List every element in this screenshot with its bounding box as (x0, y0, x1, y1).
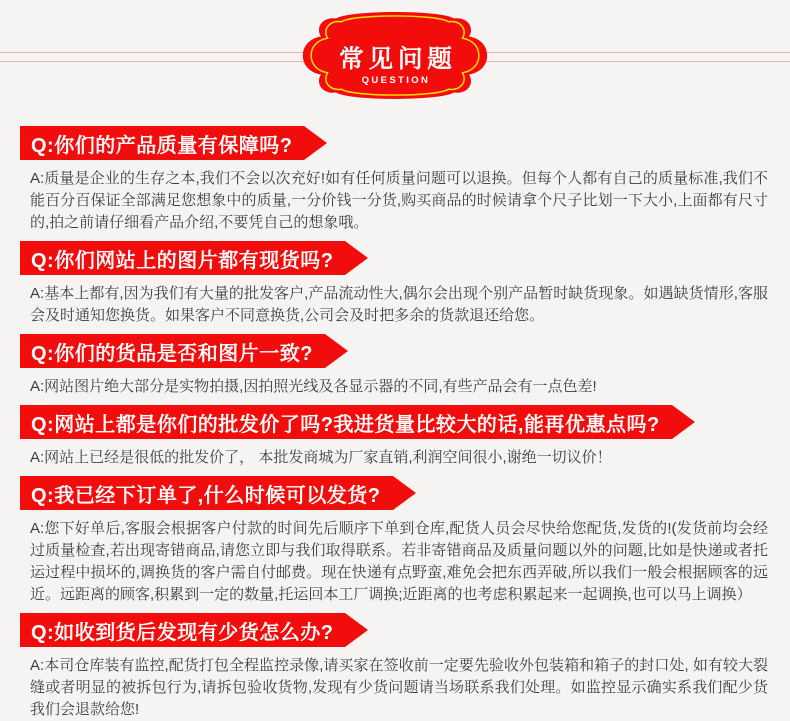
answer-text: A:质量是企业的生存之本,我们不会以次充好!如有任何质量问题可以退换。但每个人都有自己的质量标准,我们不能百分百保证全部满足您想象中的质量,一分价钱一分货,购买商品的时候请拿个尺子比划一下大小,上面都有尺寸的,拍之前请仔细看产品介绍,不要凭自己的想象哦。 (30, 170, 768, 231)
badge-subtitle: QUESTION (361, 75, 431, 87)
answer-text: A:本司仓库装有监控,配货打包全程监控录像,请买家在签收前一定要先验收外包装箱和箱子的封口处, 如有较大裂缝或者明显的被拆包行为,请拆包验收货物,发现有少货问题请当场联系我们处理。如监控显示确实系我们配少货我们会退款给您! (30, 657, 768, 718)
answer-text: A:您下好单后,客服会根据客户付款的时间先后顺序下单到仓库,配货人员会尽快给您配货,发货的!(发货前均会经过质量检查,若出现寄错商品,请您立即与我们取得联系。若非寄错商品及质量问题以外的问题,比如是快递或者托运过程中损坏的,调换货的客户需自付邮费。现在快递有点野蛮,难免会把东西弄破,所以我们一般会根据顾客的远近。远距离的顾客,积累到一定的数量,托运回本工厂调换;近距离的也考虑积累起来一起调换,也可以马上调换） (30, 520, 768, 603)
badge-title: 常见问题 (338, 45, 457, 73)
question-banner (20, 613, 368, 647)
faq-item (20, 241, 770, 327)
answer-text: A:基本上都有,因为我们有大量的批发客户,产品流动性大,偶尔会出现个别产品暂时缺货现象。如遇缺货情形,客服会及时通知您换货。如果客户不同意换货,公司会及时把多余的货款退还给您。 (30, 285, 768, 324)
faq-item (20, 126, 770, 234)
question-banner (20, 405, 695, 439)
faq-item (20, 334, 770, 398)
question-banner (20, 476, 416, 510)
arrow-right-icon (672, 405, 695, 439)
badge-ornate-shape (300, 8, 490, 103)
arrow-right-icon (345, 613, 368, 647)
question-banner (20, 334, 348, 368)
answer-text: A:网站上已经是很低的批发价了， 本批发商城为厂家直销,利润空间很小,谢绝一切议价！ (30, 449, 612, 466)
answer-text: A:网站图片绝大部分是实物拍摄,因拍照光线及各显示器的不同,有些产品会有一点色差! (30, 378, 597, 395)
question-banner (20, 126, 327, 160)
question-text: Q:如收到货后发现有少货怎么办? (20, 613, 345, 647)
arrow-right-icon (345, 241, 368, 275)
arrow-right-icon (304, 126, 327, 160)
question-text: Q:网站上都是你们的批发价了吗?我进货量比较大的话,能再优惠点吗? (20, 405, 672, 439)
question-text: Q:你们的产品质量有保障吗? (20, 126, 304, 160)
arrow-right-icon (393, 476, 416, 510)
question-text: Q:你们的货品是否和图片一致? (20, 334, 325, 368)
faq-item (20, 476, 770, 606)
faq-badge (300, 8, 490, 103)
faq-item (20, 613, 770, 721)
question-text: Q:我已经下订单了,什么时候可以发货? (20, 476, 393, 510)
arrow-right-icon (325, 334, 348, 368)
faq-item (20, 405, 770, 469)
question-banner (20, 241, 368, 275)
question-text: Q:你们网站上的图片都有现货吗? (20, 241, 345, 275)
